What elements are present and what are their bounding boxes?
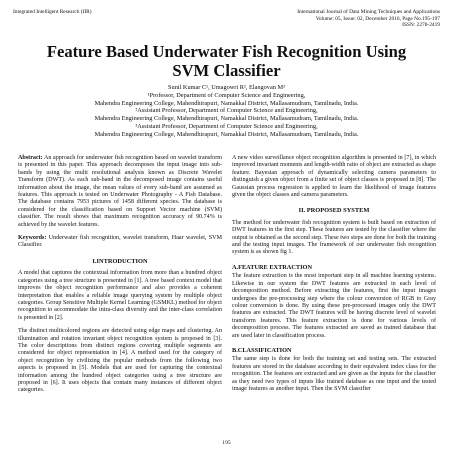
affiliation-line: ²Assistant Professor, Department of Computer Science and Engineering,	[135, 107, 318, 115]
keywords-label: Keywords:	[18, 235, 47, 242]
paragraph: The method for underwater fish recognition system is built based on extraction of DWT features in the first step. These features are tested by the classifier where the output is obtained as the second step. These two steps are done for both the training and the testing input images. The framework of our underwater fish recognition system is as shown fig 1.	[232, 219, 436, 256]
affiliation-line: Mahendra Engineering College, Mahendhirapuri, Namakkal District, Mallasamudram, Tamilnadu, India.	[94, 130, 359, 138]
abstract-label: Abstract:	[18, 155, 43, 161]
paragraph: The distinct multicolored regions are detected using edge maps and clustering. An illumination and rotation invariant object recognition system is proposed in [3]. The color descriptions from distinct regions covering multiple segments are considered for object representation in [4]. A method used for the category of object recognition by civilizing the popular methods from the following two aspects is proposed in [5]. Models that are used for capturing the contextual information among the hundred object categories using a tree structure are proposed in [6]. It uses objects that contain many instances of different object categories.	[18, 328, 222, 394]
affiliation-line: Mahendra Engineering College, Mahendhirapuri, Namakkal District, Mallasamudram, Tamilnadu, India.	[94, 115, 359, 123]
abstract-text: An approach for underwater fish recognition based on wavelet transform is presented in this paper. This approach decomposes the input image into sub-bands by using the multi resolutional analysis known as Discrete Wavelet Transform (DWT). As each sub-band in the decomposed image contains useful information about the image, the mean values of every sub-band are assumed as features. This approach is tested on Underwater Photography - A Fish Database. The database contains 7953 pictures of 1458 different species. The database is considered for the classification based on Support Vector machine (SVM) classifier. The result shows that maximum recognition accuracy of 90.74% is achieved by the wavelet features.	[18, 155, 222, 228]
abstract	[18, 155, 222, 229]
paragraph: A model that captures the contextual information from more than a hundred object categories using a tree structure is presented in [1]. A tree based context model that improves the object recognition performance and also provides a coherent interpretation that enables a reliable image querying system by multiple object categories. Group Sensitive Multiple Kernel Learning (GSMKL) method for object recognition to accommodate the intra-class diversity and the inter-class correlation is presented in [2].	[18, 270, 222, 321]
section-heading-proposed-system: II. PROPOSED SYSTEM	[298, 207, 370, 215]
paragraph: The feature extraction is the most important step in all machine learning systems. Likewise in our system the DWT features are extracted in each level of decomposition method. Before extracting the features, first the input images undergoes the pre-processing step where the colour conversion of RGB to Gray colour conversion is done. By using these pre-processed images only the DWT features are extracted. The DWT features will be having discrete level of wavelet transform features. This feature extraction is done for various levels of decomposition process. The features extracted are saved as trained database that are used later in classification process.	[232, 273, 436, 339]
affiliation-line: ³Assistant Professor, Department of Computer Science and Engineering,	[135, 122, 318, 130]
author-block	[10, 84, 443, 139]
journal-volume: Volume: 05, Issue: 02, December 2016, Page No.195-197	[315, 15, 440, 22]
paper-title	[10, 42, 443, 80]
page-number: 195	[222, 440, 231, 446]
affiliation-line: ¹Professor, Department of Computer Science and Engineering,	[147, 91, 306, 99]
right-column	[232, 155, 436, 399]
author-names: Sunil Kumar C¹, Umagowri R², Elangovan M³	[168, 84, 285, 91]
title-line: Feature Based Underwater Fish Recognition Using	[46, 42, 407, 61]
journal-publisher: Integrated Intelligent Research (IIR)	[13, 9, 92, 15]
paragraph: The same step is done for both the training set and testing sets. The extracted features are stored in the database according to their equivalent index class for the recognition. The features are extracted and are given as the inputs for the classifier as they need two types of inputs like trained database as one input and the tested image features as another input. Then the SVM classifier	[232, 356, 436, 392]
keywords	[18, 235, 222, 250]
keywords-text: Underwater fish recognition, wavelet transform, Haar wavelet, SVM Classifier.	[18, 235, 222, 249]
journal-name: International Journal of Data Mining Techniques and Applications	[297, 9, 440, 15]
subsection-heading-classification: B.CLASSIFICATION	[232, 346, 292, 354]
paragraph: A new video surveillance object recognition algorithm is presented in [7], in which improved invariant moments and length-width ratio of object are extracted as shape feature. Bayesian approach of dynamically selecting camera parameters to distinguish a given object from a finite set of object classes is proposed in [8]. The Gaussian process regression is applied to learn the likelihood of image features given the object classes and camera parameters.	[232, 155, 436, 199]
journal-info	[225, 9, 440, 29]
title-line: SVM Classifier	[172, 61, 281, 80]
left-column	[18, 155, 222, 401]
section-heading-introduction: I.INTRODUCTION	[92, 257, 148, 265]
affiliation-line: Mahendra Engineering College, Mahendhirapuri, Namakkal District, Mallasamudram, Tamilnadu, India.	[94, 99, 359, 107]
journal-issn: ISSN: 2278-2419	[402, 22, 440, 29]
subsection-heading-feature-extraction: A.FEATURE EXTRACTION	[232, 263, 313, 271]
